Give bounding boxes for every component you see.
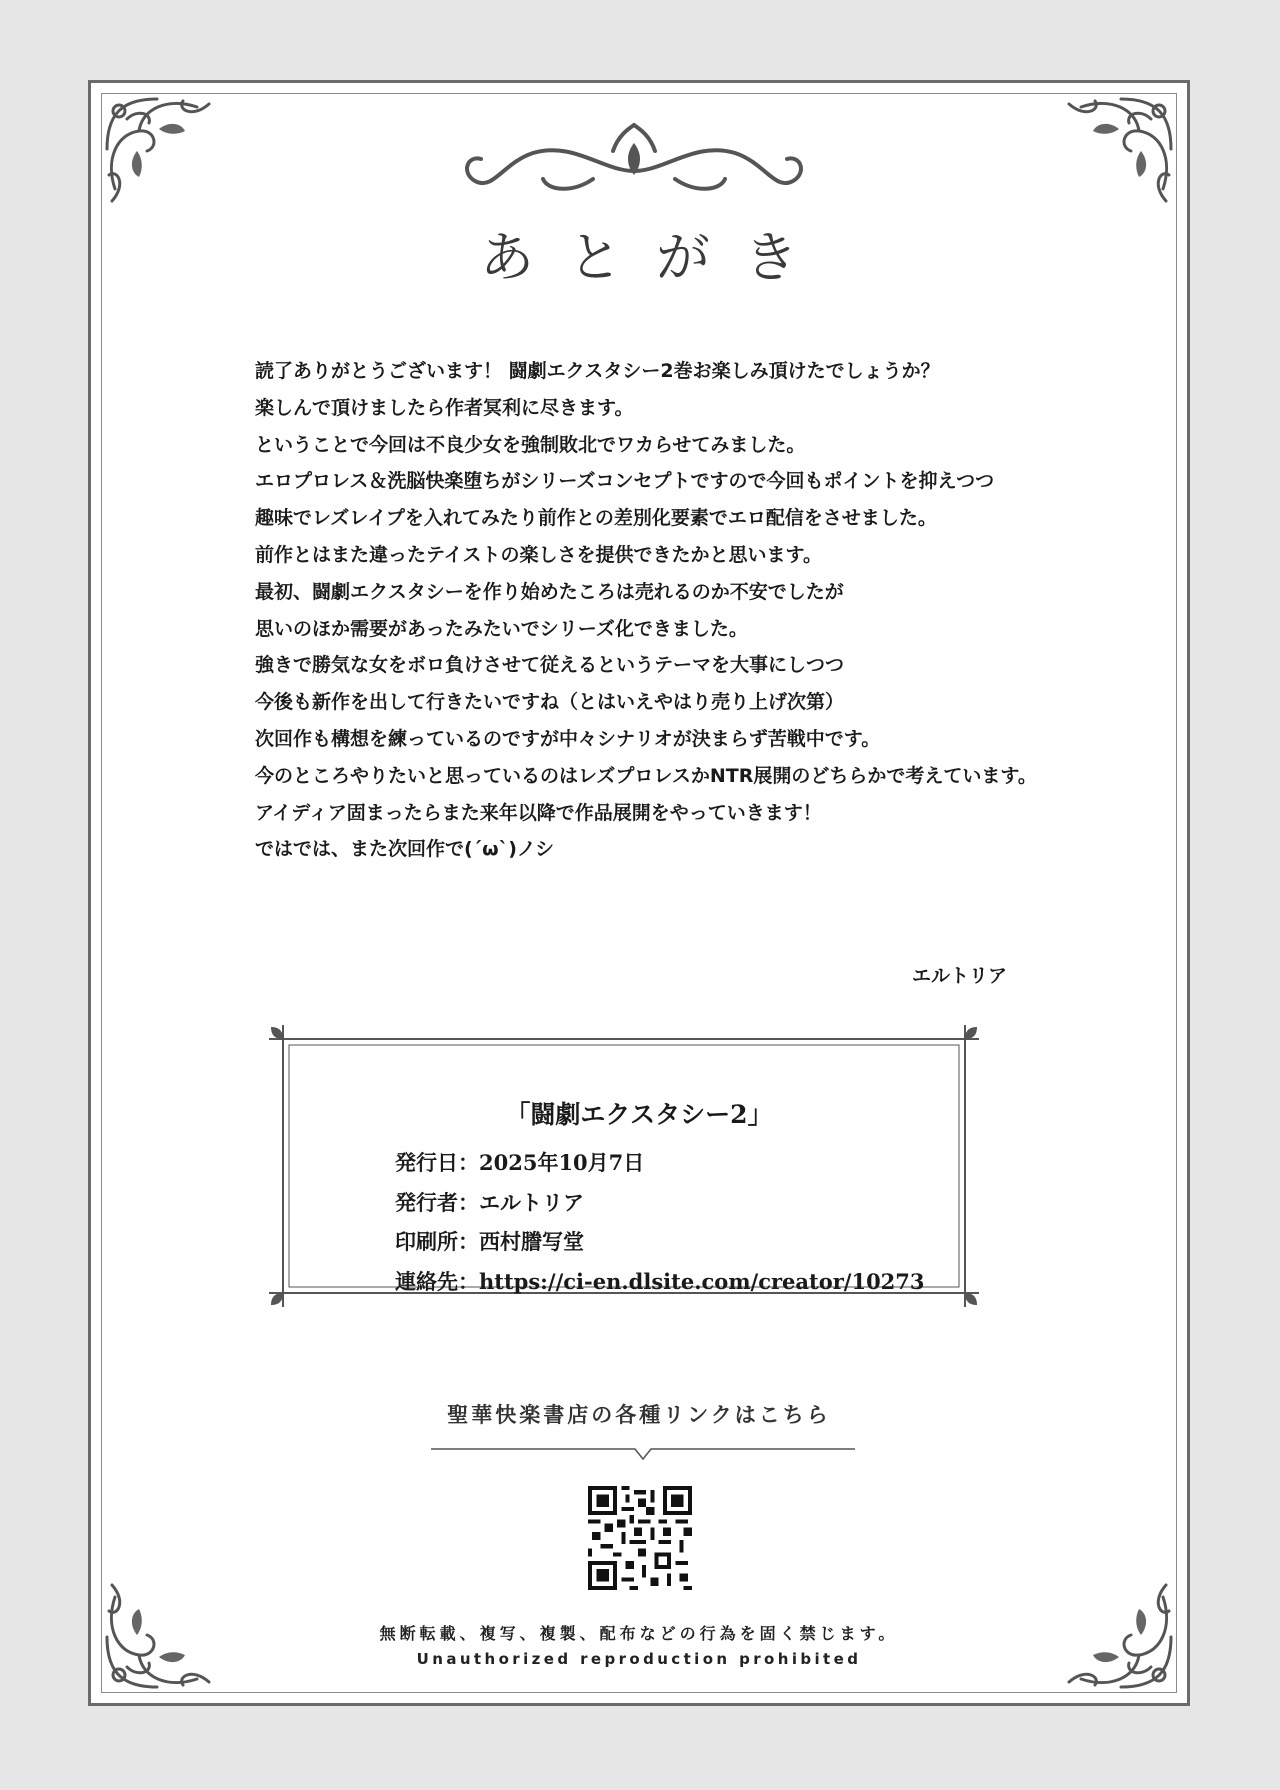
colophon-row-release-date xyxy=(395,1143,925,1183)
copyright-notice-en: Unauthorized reproduction prohibited xyxy=(416,1650,862,1668)
afterword-line: 楽しんで頂けましたら作者冥利に尽きます。 xyxy=(255,396,634,419)
corner-ornament-icon xyxy=(1061,89,1181,209)
afterword-line: 今後も新作を出して行きたいですね（とはいえやはり売り上げ次第） xyxy=(255,691,845,714)
corner-ornament-icon xyxy=(97,89,217,209)
page-frame xyxy=(88,80,1190,1706)
links-heading: 聖華快楽書店の各種リンクはこちら xyxy=(447,1403,831,1427)
colophon-label: 発行者： xyxy=(395,1189,479,1215)
afterword-line: 前作とはまた違ったテイストの楽しさを提供できたかと思います。 xyxy=(255,543,822,566)
callout-divider xyxy=(431,1447,855,1463)
qr-code-icon[interactable] xyxy=(588,1486,692,1590)
page-title: あとがき xyxy=(480,226,832,289)
colophon-label: 連絡先： xyxy=(395,1268,479,1294)
afterword-line: 読了ありがとうございます！ 闘劇エクスタシー2巻お楽しみ頂けたでしょうか？ xyxy=(255,360,940,382)
colophon-value: エルトリア xyxy=(479,1189,584,1215)
afterword-line: ではでは、また次回作で(´ω`)ノシ xyxy=(255,838,555,861)
colophon-label: 印刷所： xyxy=(395,1229,479,1254)
colophon-row-printer xyxy=(395,1222,925,1262)
scroll-ornament-icon xyxy=(453,121,815,201)
afterword-line: アイディア固まったらまた来年以降で作品展開をやっていきます！ xyxy=(255,801,822,824)
afterword-line: 次回作も構想を練っているのですが中々シナリオが決まらず苦戦中です。 xyxy=(255,727,881,750)
afterword-body xyxy=(255,353,1155,868)
colophon-label: 発行日： xyxy=(395,1150,479,1175)
afterword-line: 最初、闘劇エクスタシーを作り始めたころは売れるのか不安でしたが xyxy=(255,580,844,603)
colophon-title: 「闘劇エクスタシー2」 xyxy=(505,1100,773,1129)
afterword-line: 思いのほか需要があったみたいでシリーズ化できました。 xyxy=(255,617,748,640)
colophon-value: 2025年10月7日 xyxy=(479,1150,645,1175)
afterword-line: 今のところやりたいと思っているのはレズプロレスかNTR展開のどちらかで考えています。 xyxy=(255,764,1037,787)
copyright-notice-jp: 無断転載、複写、複製、配布などの行為を固く禁じます。 xyxy=(379,1624,899,1643)
afterword-line: エロプロレス＆洗脳快楽堕ちがシリーズコンセプトですので今回もポイントを抑えつつ xyxy=(255,470,995,493)
author-signature: エルトリア xyxy=(911,965,1007,987)
colophon-row-contact xyxy=(395,1262,925,1302)
colophon-row-publisher xyxy=(395,1183,925,1223)
contact-link[interactable]: https://ci-en.dlsite.com/creator/10273 xyxy=(479,1268,925,1294)
afterword-line: ということで今回は不良少女を強制敗北でワカらせてみました。 xyxy=(255,433,806,456)
afterword-line: 趣味でレズレイプを入れてみたり前作との差別化要素でエロ配信をさせました。 xyxy=(255,507,937,530)
colophon-value: 西村謄写堂 xyxy=(479,1229,584,1254)
colophon-details xyxy=(395,1143,925,1301)
afterword-line: 強きで勝気な女をボロ負けさせて従えるというテーマを大事にしつつ xyxy=(255,654,845,677)
